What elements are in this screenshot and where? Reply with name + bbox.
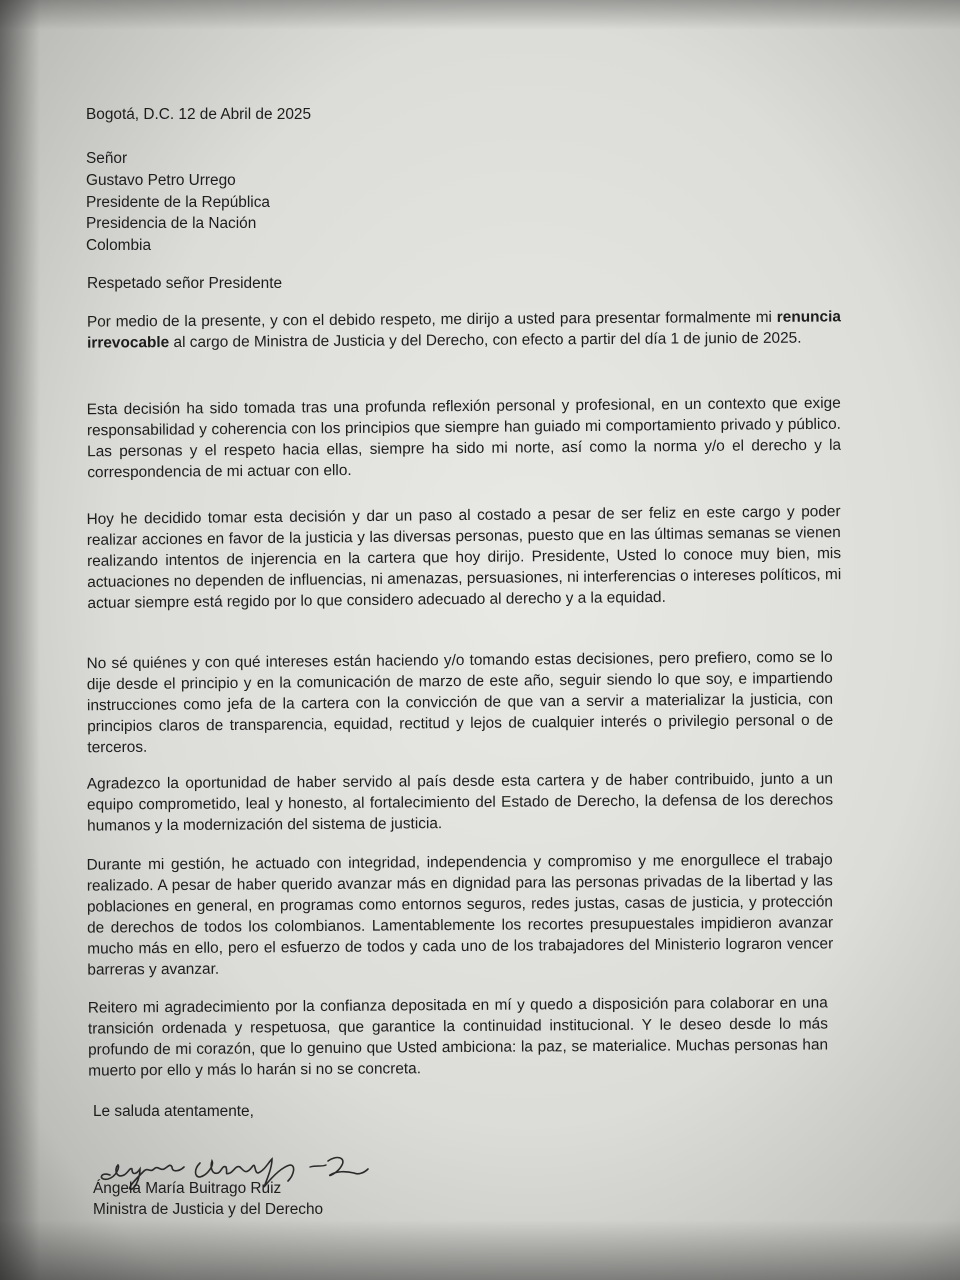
resignation-emphasis: renuncia irrevocable	[87, 308, 841, 352]
paragraph-gratitude: Agradezco la oportunidad de haber servido al país desde esta cartera y de haber contribuido, junto a un equipo comprometido, leal y honesto, al fortalecimiento del Estado de Derecho, la defensa de los derechos humanos y la modernización del sistema de justicia.	[86, 770, 834, 835]
addressee-line: Señor	[86, 150, 128, 167]
addressee-line: Colombia	[86, 237, 152, 255]
addressee-line: Presidente de la República	[86, 193, 270, 211]
salutation: Respetado señor Presidente	[87, 275, 283, 292]
addressee-block	[86, 148, 270, 257]
paragraph-management: Durante mi gestión, he actuado con integridad, independencia y compromiso y me enorgullece el trabajo realizado. A pesar de haber querido avanzar más en dignidad para las personas privadas de la libertad y las poblaciones en general, en programas como entornos seguros, redes justas, casas de justicia, y protección de derechos de todos los colombianos. Lamentablemente los recortes presupuestales impidieron avanzar mucho más en ello, pero el esfuerzo de todos y cada uno de los trabajadores del Ministerio lograron vencer barreras y avanzar.	[86, 851, 834, 979]
photo-shadow-top	[0, 0, 960, 30]
signer-title: Ministra de Justicia y del Derecho	[93, 1201, 324, 1218]
addressee-line: Gustavo Petro Urrego	[86, 171, 236, 189]
signer-name: Ángela María Buitrago Ruiz	[93, 1180, 282, 1197]
paragraph-decision: Hoy he decidido tomar esta decisión y dar un paso al costado a pesar de ser feliz en este cargo y poder realizar acciones en favor de la justicia y las diversas personas, puesto que en las últimas semanas se vienen realizando intentos de injerencia en la cartera que hoy dirijo. Presidente, Usted lo conoce muy bien, mis actuaciones no dependen de influencias, ni amenazas, persuasiones, ni interferencias o intereses políticos, mi actuar siempre está regido por lo que considero adecuado al derecho y a la equidad.	[86, 503, 842, 612]
paragraph-text: Por medio de la presente, y con el debido respeto, me dirijo a usted para presentar formalmente mi	[86, 308, 777, 331]
paragraph-reflection: Esta decisión ha sido tomada tras una profunda reflexión personal y profesional, en un contexto que exige responsabilidad y coherencia con los principios que siempre han guiado mi comportamiento privado y público. Las personas y el respeto hacia ellas, siempre ha sido mi norte, así como la norma y/o el derecho y la correspondencia de mi actuar con ello.	[86, 394, 842, 482]
date-line: Bogotá, D.C. 12 de Abril de 2025	[86, 106, 312, 123]
paragraph-text: al cargo de Ministra de Justicia y del Derecho, con efecto a partir del día 1 de junio de 2025.	[169, 329, 802, 352]
photo-shadow-left	[0, 0, 40, 1280]
paragraph-interests: No sé quiénes y con qué intereses están haciendo y/o tomando estas decisiones, pero prefiero, como se lo dije desde el principio y en la comunicación de marzo de este año, seguir siendo lo que soy, e impartiendo instrucciones como jefa de la cartera con la convicción de que van a servir a materializar la justicia, con principios claros de transparencia, equidad, rectitud y lejos de cualquier interés o privilegio personal o de terceros.	[86, 648, 834, 757]
photo-shadow-bottom	[0, 1220, 960, 1280]
closing-line: Le saluda atentamente,	[93, 1103, 254, 1120]
paragraph-resignation	[87, 306, 841, 353]
paragraph-farewell: Reitero mi agradecimiento por la confianza depositada en mí y quedo a disposición para colaborar en una transición ordenada y respetuosa, que garantice la continuidad institucional. Y le deseo desde lo más profundo de mi corazón, que lo genuino que Usted ambiciona: la paz, se materialice. Muchas personas han muerto por ello y más lo harán si no se concreta.	[87, 994, 829, 1080]
addressee-line: Presidencia de la Nación	[86, 215, 257, 233]
